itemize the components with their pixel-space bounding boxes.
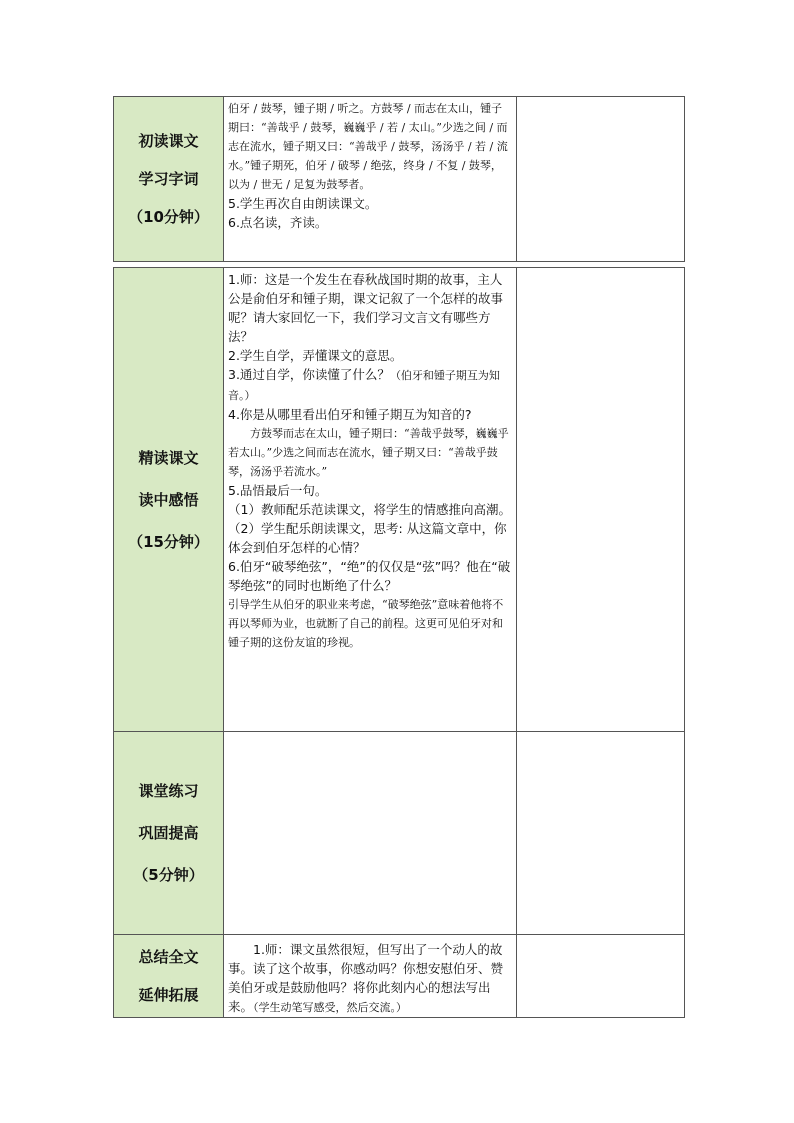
notes-cell	[517, 97, 684, 261]
content-line: 6.点名读，齐读。	[228, 215, 328, 230]
section-label: （15分钟）	[128, 532, 209, 551]
section-label-cell	[114, 268, 224, 731]
section-label: 巩固提高	[138, 824, 199, 842]
content-line: 5.学生再次自由朗读课文。	[228, 196, 378, 211]
notes-cell	[517, 732, 684, 934]
section-label: 初读课文	[138, 132, 199, 150]
content-line: 5.品悟最后一句。	[228, 483, 328, 498]
section-label: （5分钟）	[133, 866, 204, 884]
content-line: 4.你是从哪里看出伯牙和锺子期互为知音的?	[228, 407, 472, 422]
section-label: 总结全文	[138, 948, 199, 966]
section-label: 延伸拓展	[138, 986, 199, 1004]
section-label-cell	[114, 732, 224, 934]
section-label: 课堂练习	[138, 782, 199, 800]
section-content-cell	[224, 935, 517, 1017]
section-label: 读中感悟	[138, 490, 199, 509]
content-line: （2）学生配乐朗读课文，思考: 从这篇文章中，你体会到伯牙怎样的心情？	[228, 521, 507, 555]
lesson-table-section-4	[113, 934, 685, 1018]
section-content-cell	[224, 97, 517, 261]
classical-text: 伯牙 / 鼓琴，锺子期 / 听之。方鼓琴 / 而志在太山，锺子期曰：“善哉乎 / 鼓琴，巍巍乎 / 若 / 太山。”少选之间 / 而志在流水，锺子期又曰：“善哉乎 / 鼓琴，汤汤乎 / 若 / 流水。”锺子期死，伯牙 / 破琴 / 绝弦，终身 / 不复 / 鼓琴，以为 / 世无 / 足复为鼓琴者。	[228, 102, 508, 191]
content-line: 2.学生自学，弄懂课文的意思。	[228, 348, 403, 363]
content-line: （1）教师配乐范读课文，将学生的情感推向高潮。	[228, 502, 511, 517]
section-label: （10分钟）	[128, 208, 209, 226]
teaching-note: 引导学生从伯牙的职业来考虑，“破琴绝弦”意味着他将不再以琴师为业，也就断了自己的前程。这更可见伯牙对和锺子期的这份友谊的珍视。	[228, 598, 504, 649]
content-line: 3.通过自学，你读懂了什么？	[228, 367, 390, 382]
content-line: 6.伯牙“破琴绝弦”，“绝”的仅仅是“弦”吗？他在“破琴绝弦”的同时也断绝了什么？	[228, 559, 511, 593]
notes-cell	[517, 935, 684, 1017]
notes-cell	[517, 268, 684, 731]
classical-quote: 方鼓琴而志在太山，锺子期曰：“善哉乎鼓琴，巍巍乎若太山。”少选之间而志在流水，锺子期又曰：“善哉乎鼓琴，汤汤乎若流水。”	[228, 427, 509, 478]
section-label: 学习字词	[138, 170, 199, 188]
section-content-cell	[224, 732, 517, 934]
lesson-table-section-3	[113, 731, 685, 935]
answer-note: （伯牙和锺子期互为知音。）	[228, 369, 500, 402]
answer-note: （学生动笔写感受，然后交流。）	[253, 1001, 408, 1014]
content-line: 1.师：课文虽然很短，但写出了一个动人的故事。读了这个故事，你感动吗？你想安慰伯牙、赞美伯牙或是鼓励他吗？将你此刻内心的想法写出来。	[228, 942, 504, 1014]
content-line: 1.师：这是一个发生在春秋战国时期的故事，主人公是俞伯牙和锺子期，课文记叙了一个怎样的故事呢？请大家回忆一下，我们学习文言文有哪些方法？	[228, 272, 504, 344]
section-content-cell	[224, 268, 517, 731]
section-label-cell	[114, 935, 224, 1017]
lesson-table-section-2	[113, 267, 685, 732]
section-label: 精读课文	[138, 448, 199, 467]
section-label-cell	[114, 97, 224, 261]
lesson-table-section-1	[113, 96, 685, 262]
